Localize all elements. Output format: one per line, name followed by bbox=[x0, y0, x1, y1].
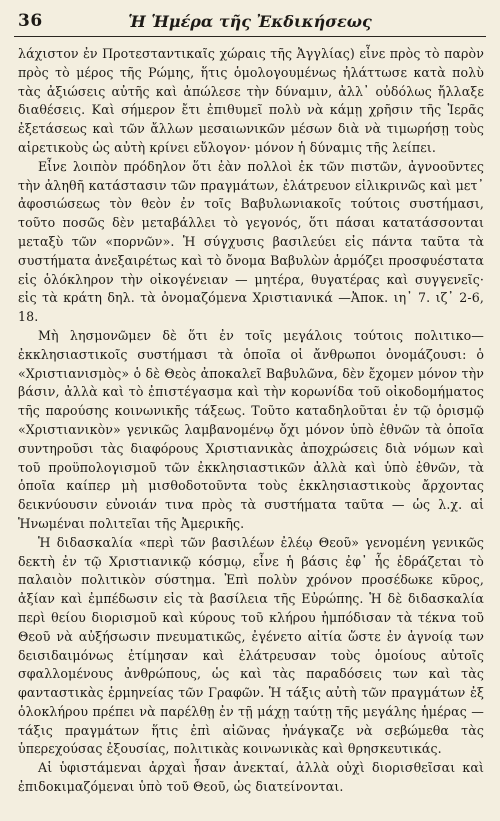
body-text bbox=[14, 45, 486, 797]
paragraph-4: Ἡ διδασκαλία «περὶ τῶν βασιλέων ἐλέῳ Θεοῦ» γενομένη γενικῶς δεκτὴ ἐν τῷ Χριστιανικῷ κόσμῳ, εἶνε ἡ βάσις ἐφ᾽ ἧς ἑδράζεται τὸ παλαιὸν πολιτικὸν σύστημα. Ἐπὶ πολὺν χρόνον προσέδωκε κῦρος, ἀξίαν καὶ ἐμπέδωσιν εἰς τὰ βασίλεια τῆς Εὐρώπης. Ἡ δὲ διδασκαλία περὶ θείου διορισμοῦ καὶ κύρους τοῦ κλήρου ἠμπόδισαν τὰ τέκνα τοῦ Θεοῦ νὰ αὐξήσωσιν πνευματικῶς, ἐγένετο αἰτία ὥστε ἐν ἀγνοίᾳ των δεισιδαιμόνως ἐτίμησαν καὶ ἐλάτρευσαν τοὺς ὁμοίους αὐτοῖς σφαλλομένους ἀνθρώπους, ὡς καὶ τὰς παραδόσεις των καὶ τὰς φανταστικὰς ἑρμηνείας τῶν Γραφῶν. Ἡ τάξις αὐτὴ τῶν πραγμάτων ἐξ ὁλοκλήρου πρέπει νὰ παρέλθῃ ἐν τῇ μάχῃ ταύτῃ τῆς μεγάλης ἡμέρας — τάξις πραγμάτων ἥτις ἐπὶ αἰῶνας ἠνάγκαζε νὰ σεβώμεθα τὰς ὑπερεχούσας ἐξουσίας, πολιτικὰς κοινωνικὰς καὶ θρησκευτικάς. bbox=[18, 534, 484, 757]
page-number: 36 bbox=[18, 11, 43, 31]
paragraph-3: Μὴ λησμονῶμεν δὲ ὅτι ἐν τοῖς μεγάλοις τούτοις πολιτικο—ἐκκλησιαστικοῖς συστήμασι τὰ ὁποῖα οἱ ἄνθρωποι ὀνομάζουσι: ὁ «Χριστιανισμὸς» ὁ δὲ Θεὸς ἀποκαλεῖ Βαβυλῶνα, δὲν ἔχομεν μόνον τὴν βάσιν, ἀλλὰ καὶ τὸ ἐπιστέγασμα καὶ τὴν κορωνίδα τοῦ οἰκοδομήματος τῆς παρούσης κοινωνικῆς τάξεως. Τοῦτο καταδηλοῦται ἐν τῷ ὁρισμῷ «Χριστιανικὸν» γενικῶς λαμβανομένῳ ὄχι μόνον ὑπὸ ἐθνῶν τὰ ὁποῖα συντηροῦσι τὰς διαφόρους Χριστιανικὰς ἀποχρώσεις διὰ νόμων καὶ τοῦ προϋπολογισμοῦ τῶν ἐκκλησιαστικῶν ἀλλὰ καὶ ὑπὸ ἐθνῶν, τὰ ὁποῖα καίπερ μὴ μισθοδοτοῦντα τοὺς ἐκκλησιαστικοὺς ἄρχοντας δεικνύουσιν εὐνοιάν τινα πρὸς τὰ συστήματα ταῦτα — ὡς λ.χ. αἱ Ἡνωμέναι πολιτεῖαι τῆς Ἀμερικῆς. bbox=[18, 327, 484, 531]
running-title: Ἡ Ἡμέρα τῆς Ἐκδικήσεως bbox=[128, 12, 372, 31]
paragraph-5: Αἱ ὑφιστάμεναι ἀρχαὶ ἦσαν ἀνεκταί, ἀλλὰ οὐχὶ διορισθεῖσαι καὶ ἐπιδοκιμαζόμεναι ὑπὸ τοῦ Θεοῦ, ὡς διατείνονται. bbox=[18, 760, 484, 795]
paragraph-1: λάχιστον ἐν Προτεσταντικαῖς χώραις τῆς Ἀγγλίας) εἶνε πρὸς τὸ παρὸν πρὸς τὸ μέρος τῆς Ρώμης, ἥτις ὁμολογουμένως ἠλάττωσε κατὰ πολὺ τὰς ἀξιώσεις αὐτῆς καὶ ἀπώλεσε τὴν δύναμιν, ἀλλ᾽ οὐδόλως ἤλλαξε διαθέσεις. Καὶ σήμερον ἔτι ἐπιθυμεῖ πολὺ νὰ κάμῃ χρῆσιν τῆς Ἱερᾶς ἐξετάσεως καὶ τῶν ἄλλων μεσαιωνικῶν μέσων διὰ νὰ τιμωρήσῃ τοὺς αἱρετικοὺς ὡς αὐτὴ κρίνει εὔλογον· μόνον ἡ δύναμις τῆς λείπει. bbox=[18, 46, 484, 155]
paragraph-2: Εἶνε λοιπὸν πρόδηλον ὅτι ἐὰν πολλοὶ ἐκ τῶν πιστῶν, ἀγνοοῦντες τὴν ἀληθῆ κατάστασιν τῶν πραγμάτων, ἐλάτρευον εἰλικρινῶς καὶ μετ᾽ ἀφοσιώσεως τὸν θεὸν ἐν τοῖς Βαβυλωνιακοῖς τούτοις συστήμασι, τοῦτο ποσῶς δὲν μεταβάλλει τὸ γεγονός, ὅτι πάσαι κατατάσσονται μεταξὺ τῶν «πορνῶν». Ἡ σύγχυσις βασιλεύει εἰς πάντα ταῦτα τὰ συστήματα ἀνεξαιρέτως καὶ τὸ ὄνομα Βαβυλὼν ἁρμόζει προσφυέστατα εἰς ὁλόκληρον τὴν οἰκογένειαν — μητέρα, θυγατέρας καὶ συγγενεῖς· εἰς τὰ κράτη δηλ. τὰ ὀνομαζόμενα Χριστιανικά —Ἀποκ. ιη᾽ 7. ιζ᾽ 2-6, 18. bbox=[18, 158, 484, 325]
page-header bbox=[14, 10, 486, 37]
